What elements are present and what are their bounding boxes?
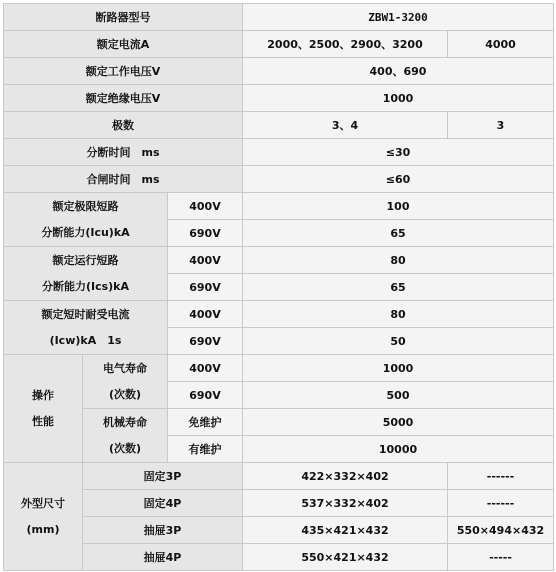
mechanical-life-value: 5000 <box>243 409 554 436</box>
close-time-value: ≤60 <box>243 166 554 193</box>
rated-working-voltage-label: 额定工作电压V <box>4 58 243 85</box>
table-row <box>4 490 554 517</box>
table-row <box>4 85 554 112</box>
icw-value: 80 <box>243 301 554 328</box>
table-row <box>4 193 554 220</box>
electrical-life-label <box>83 355 168 409</box>
poles-label: 极数 <box>4 112 243 139</box>
electrical-life-label-line2: (次数) <box>108 387 142 401</box>
dimensions-value-alt: 550×494×432 <box>448 517 554 544</box>
dimensions-type: 抽屉4P <box>83 544 243 571</box>
rated-working-voltage-value: 400、690 <box>243 58 554 85</box>
icu-label-line1: 额定极限短路 <box>52 199 119 213</box>
table-row <box>4 139 554 166</box>
ics-voltage: 690V <box>168 274 243 301</box>
electrical-life-voltage: 400V <box>168 355 243 382</box>
icw-label-line1: 额定短时耐受电流 <box>41 307 130 321</box>
rated-current-label: 额定电流A <box>4 31 243 58</box>
rated-insulation-voltage-label: 额定绝缘电压V <box>4 85 243 112</box>
model-value: ZBW1-3200 <box>243 4 554 31</box>
dimensions-value: 435×421×432 <box>243 517 448 544</box>
mechanical-life-label-line1: 机械寿命 <box>103 415 147 429</box>
dimensions-label <box>4 463 83 571</box>
dimensions-label-line2: (mm) <box>26 522 60 536</box>
electrical-life-value: 1000 <box>243 355 554 382</box>
mechanical-life-label <box>83 409 168 463</box>
table-row <box>4 31 554 58</box>
ics-value: 80 <box>243 247 554 274</box>
table-row <box>4 301 554 328</box>
electrical-life-value: 500 <box>243 382 554 409</box>
icu-value: 65 <box>243 220 554 247</box>
ics-value: 65 <box>243 274 554 301</box>
table-row <box>4 463 554 490</box>
table-row <box>4 4 554 31</box>
dimensions-value: 537×332×402 <box>243 490 448 517</box>
dimensions-value-alt: ----- <box>448 544 554 571</box>
mechanical-life-condition: 有维护 <box>168 436 243 463</box>
rated-insulation-voltage-value: 1000 <box>243 85 554 112</box>
dimensions-type: 固定3P <box>83 463 243 490</box>
table-row <box>4 58 554 85</box>
poles-value: 3 <box>448 112 554 139</box>
electrical-life-label-line1: 电气寿命 <box>103 361 147 375</box>
poles-value: 3、4 <box>243 112 448 139</box>
table-row <box>4 247 554 274</box>
dimensions-value-alt: ------ <box>448 463 554 490</box>
ics-voltage: 400V <box>168 247 243 274</box>
dimensions-type: 固定4P <box>83 490 243 517</box>
dimensions-value-alt: ------ <box>448 490 554 517</box>
dimensions-value: 550×421×432 <box>243 544 448 571</box>
icu-voltage: 400V <box>168 193 243 220</box>
table-row <box>4 166 554 193</box>
operation-label <box>4 355 83 463</box>
icw-value: 50 <box>243 328 554 355</box>
dimensions-value: 422×332×402 <box>243 463 448 490</box>
mechanical-life-condition: 免维护 <box>168 409 243 436</box>
icw-voltage: 690V <box>168 328 243 355</box>
close-time-label: 合闸时间 ms <box>4 166 243 193</box>
ics-label <box>4 247 168 301</box>
rated-current-value: 4000 <box>448 31 554 58</box>
table-row <box>4 355 554 382</box>
icw-label-line2: (Icw)kA 1s <box>49 333 122 347</box>
dimensions-label-line1: 外型尺寸 <box>21 496 65 510</box>
break-time-label: 分断时间 ms <box>4 139 243 166</box>
mechanical-life-label-line2: (次数) <box>108 441 142 455</box>
operation-label-line2: 性能 <box>32 414 54 428</box>
operation-label-line1: 操作 <box>32 388 54 402</box>
icw-voltage: 400V <box>168 301 243 328</box>
icw-label <box>4 301 168 355</box>
dimensions-type: 抽屉3P <box>83 517 243 544</box>
ics-label-line2: 分断能力(Ics)kA <box>41 279 130 293</box>
rated-current-value: 2000、2500、2900、3200 <box>243 31 448 58</box>
icu-label-line2: 分断能力(Icu)kA <box>41 225 130 239</box>
icu-value: 100 <box>243 193 554 220</box>
electrical-life-voltage: 690V <box>168 382 243 409</box>
table-row <box>4 112 554 139</box>
ics-label-line1: 额定运行短路 <box>52 253 119 267</box>
table-row <box>4 409 554 436</box>
table-row <box>4 544 554 571</box>
breaker-spec-table <box>3 3 554 571</box>
break-time-value: ≤30 <box>243 139 554 166</box>
icu-voltage: 690V <box>168 220 243 247</box>
mechanical-life-value: 10000 <box>243 436 554 463</box>
table-row <box>4 517 554 544</box>
icu-label <box>4 193 168 247</box>
model-label: 断路器型号 <box>4 4 243 31</box>
